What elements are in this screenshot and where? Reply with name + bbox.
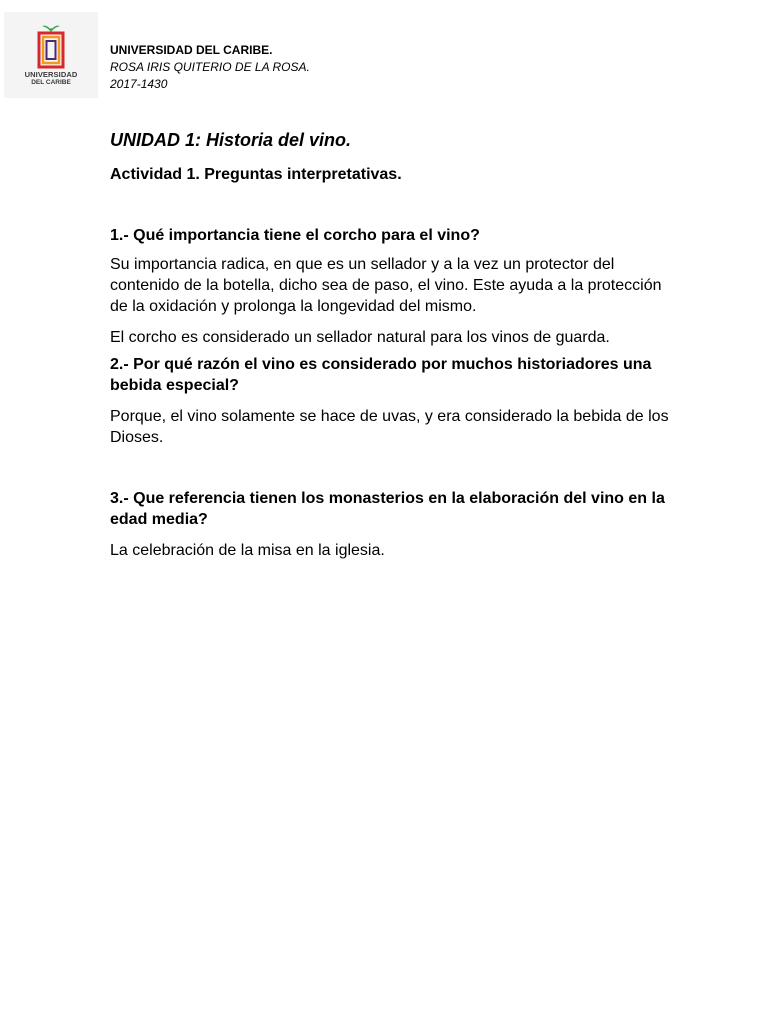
answer-2: Porque, el vino solamente se hace de uvas, y era considerado la bebida de los Dioses. [110,408,669,446]
student-id: 2017-1430 [110,77,168,91]
institution-name: UNIVERSIDAD DEL CARIBE. [110,43,273,57]
document-header [110,42,310,93]
logo-text-line2: DEL CARIBE [31,79,71,86]
logo-text-line1: UNIVERSIDAD [24,70,78,79]
university-logo [4,12,98,98]
unit-title: UNIDAD 1: Historia del vino. [110,130,352,150]
author-name: ROSA IRIS QUITERIO DE LA ROSA. [110,60,310,74]
question-2: 2.- Por qué razón el vino es considerado por muchos historiadores una bebida especial? [110,356,652,394]
answer-1-paragraph-2: El corcho es considerado un sellador natural para los vinos de guarda. [110,329,610,346]
question-3: 3.- Que referencia tienen los monasterios en la elaboración del vino en la edad media? [110,490,665,528]
university-emblem-icon [4,12,98,72]
answer-3: La celebración de la misa en la iglesia. [110,542,385,559]
answer-1-paragraph-1: Su importancia radica, en que es un sellador y a la vez un protector del contenido de la botella, dicho sea de paso, el vino. Este ayuda a la protección de la oxidación y prolonga la longevidad del mismo. [110,256,662,315]
document-body [110,128,670,561]
question-1: 1.- Qué importancia tiene el corcho para el vino? [110,227,480,244]
activity-title: Actividad 1. Preguntas interpretativas. [110,166,402,183]
